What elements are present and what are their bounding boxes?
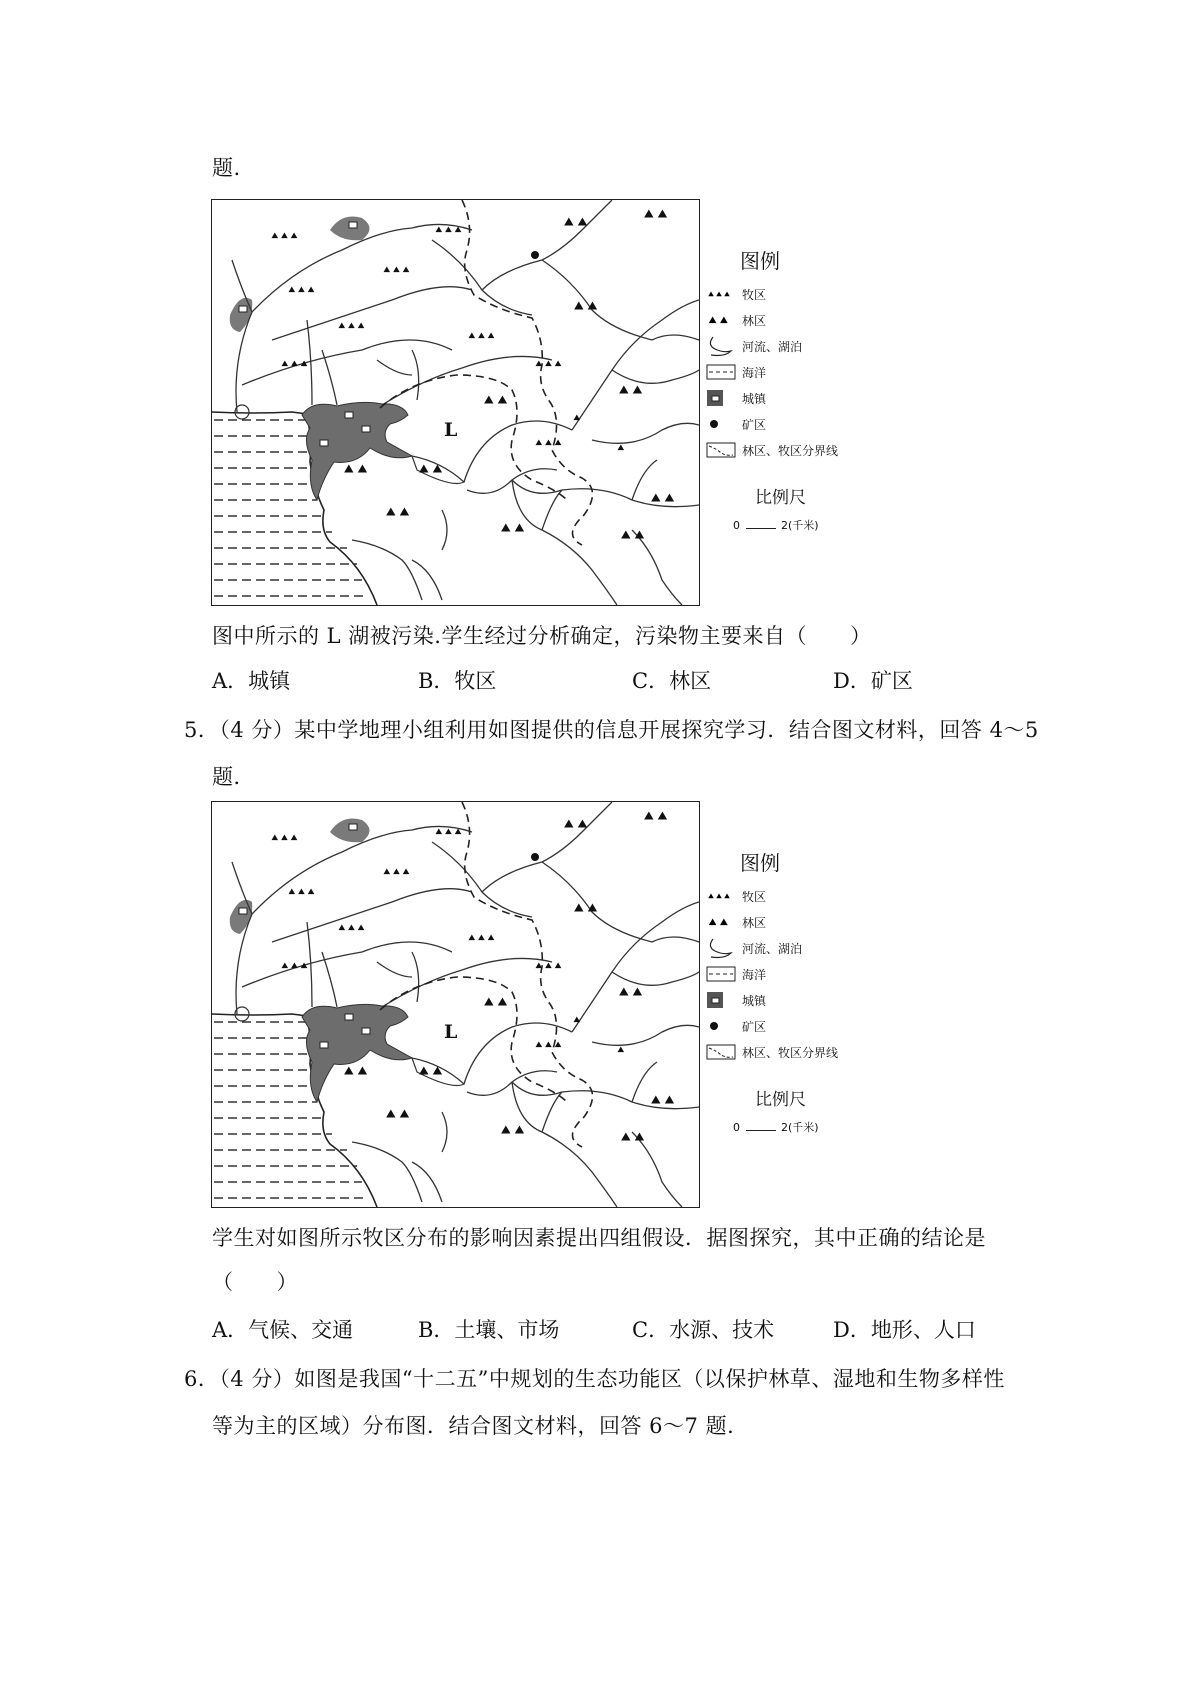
lake-label: L bbox=[444, 1021, 458, 1043]
q5-option-b[interactable]: B．土壤、市场 bbox=[418, 1318, 560, 1342]
q5-intro-line2: 题． bbox=[212, 765, 255, 789]
svg-text:⯅⯅: ⯅⯅ bbox=[617, 381, 645, 401]
q4-stem: 图中所示的 L 湖被污染.学生经过分析确定，污染物主要来自（ ） bbox=[212, 624, 872, 648]
svg-text:⯅⯅⯅: ⯅⯅⯅ bbox=[337, 319, 366, 333]
svg-text:⯅⯅⯅: ⯅⯅⯅ bbox=[382, 263, 411, 277]
map-drawing bbox=[212, 802, 699, 1207]
q4-option-d[interactable]: D．矿区 bbox=[833, 669, 913, 693]
svg-text:⯅⯅: ⯅⯅ bbox=[562, 815, 590, 835]
svg-text:⯅⯅: ⯅⯅ bbox=[562, 213, 590, 233]
town-icon bbox=[705, 989, 739, 1011]
svg-text:⯅⯅⯅: ⯅⯅⯅ bbox=[467, 931, 496, 945]
legend-row-forest bbox=[705, 911, 766, 933]
svg-text:⯅⯅: ⯅⯅ bbox=[417, 460, 445, 480]
svg-text:⯅⯅⯅: ⯅⯅⯅ bbox=[534, 959, 563, 973]
svg-text:⯅⯅⯅: ⯅⯅⯅ bbox=[707, 290, 731, 301]
town-icon bbox=[705, 387, 739, 409]
svg-text:⯅⯅⯅: ⯅⯅⯅ bbox=[434, 223, 463, 237]
svg-text:⯅⯅: ⯅⯅ bbox=[707, 313, 730, 329]
svg-text:⯅⯅⯅: ⯅⯅⯅ bbox=[280, 959, 309, 973]
legend-row-mine bbox=[705, 1015, 766, 1037]
svg-text:⯅⯅: ⯅⯅ bbox=[342, 1062, 370, 1082]
mine-icon bbox=[705, 413, 739, 435]
svg-text:⯅⯅⯅: ⯅⯅⯅ bbox=[287, 283, 316, 297]
legend-row-river bbox=[705, 335, 802, 357]
svg-text:⯅: ⯅ bbox=[616, 1043, 626, 1057]
forest-icon bbox=[705, 911, 739, 933]
svg-text:⯅⯅: ⯅⯅ bbox=[482, 391, 510, 411]
map-figure-1 bbox=[211, 199, 700, 606]
q4-option-b[interactable]: B．牧区 bbox=[418, 669, 497, 693]
legend-row-pasture bbox=[705, 283, 766, 305]
scale-line bbox=[746, 1130, 776, 1131]
svg-text:⯅⯅: ⯅⯅ bbox=[707, 915, 730, 931]
legend-row-ocean bbox=[705, 963, 766, 985]
svg-text:⯅⯅: ⯅⯅ bbox=[417, 1062, 445, 1082]
forest-icon bbox=[705, 309, 739, 331]
legend-row-town bbox=[705, 989, 766, 1011]
q5-intro-line1: 5．（4 分）某中学地理小组利用如图提供的信息开展探究学习．结合图文材料，回答 4～5 bbox=[184, 718, 1039, 742]
svg-text:⯅⯅: ⯅⯅ bbox=[499, 519, 527, 539]
svg-text:⯅⯅: ⯅⯅ bbox=[619, 526, 647, 546]
svg-text:⯅⯅: ⯅⯅ bbox=[642, 205, 670, 225]
svg-text:⯅⯅: ⯅⯅ bbox=[384, 503, 412, 523]
lake-label: L bbox=[444, 419, 458, 441]
svg-text:⯅⯅: ⯅⯅ bbox=[572, 899, 600, 919]
q5-stem-line1: 学生对如图所示牧区分布的影响因素提出四组假设．据图探究，其中正确的结论是 bbox=[212, 1226, 986, 1250]
svg-text:⯅⯅⯅: ⯅⯅⯅ bbox=[270, 831, 299, 845]
legend-row-boundary bbox=[705, 439, 838, 461]
svg-text:⯅: ⯅ bbox=[572, 1013, 582, 1027]
legend-label: 城镇 bbox=[742, 993, 767, 1008]
scale-line bbox=[746, 528, 776, 529]
svg-text:⯅⯅⯅: ⯅⯅⯅ bbox=[534, 357, 563, 371]
legend-row-town bbox=[705, 387, 766, 409]
q5-option-a[interactable]: A．气候、交通 bbox=[212, 1318, 354, 1342]
legend-row-ocean bbox=[705, 361, 766, 383]
svg-text:⯅⯅: ⯅⯅ bbox=[384, 1105, 412, 1125]
scale-value: 2(千米) bbox=[781, 1121, 819, 1134]
q4-option-a[interactable]: A．城镇 bbox=[212, 669, 291, 693]
scale-zero: 0 bbox=[733, 1121, 740, 1134]
svg-text:⯅⯅⯅: ⯅⯅⯅ bbox=[434, 825, 463, 839]
mine-icon bbox=[705, 1015, 739, 1037]
legend-label: 林区 bbox=[742, 915, 767, 930]
legend-label: 牧区 bbox=[742, 287, 767, 302]
pasture-icon bbox=[705, 885, 739, 907]
svg-text:⯅⯅: ⯅⯅ bbox=[572, 297, 600, 317]
map-drawing bbox=[212, 200, 699, 605]
legend-row-river bbox=[705, 937, 802, 959]
scale-title: 比例尺 bbox=[755, 1090, 806, 1110]
scale-bar bbox=[733, 1119, 819, 1135]
pasture-icon bbox=[705, 283, 739, 305]
river-lake-icon bbox=[705, 335, 739, 357]
legend-label: 林区、牧区分界线 bbox=[742, 1045, 839, 1060]
svg-text:⯅⯅: ⯅⯅ bbox=[619, 1128, 647, 1148]
svg-text:⯅⯅: ⯅⯅ bbox=[649, 1091, 677, 1111]
river-lake-icon bbox=[705, 937, 739, 959]
legend-row-pasture bbox=[705, 885, 766, 907]
svg-text:⯅⯅: ⯅⯅ bbox=[617, 983, 645, 1003]
legend-label: 海洋 bbox=[742, 365, 767, 380]
svg-text:⯅⯅⯅: ⯅⯅⯅ bbox=[287, 885, 316, 899]
legend-title: 图例 bbox=[740, 249, 780, 273]
legend-label: 城镇 bbox=[742, 391, 767, 406]
ocean-icon bbox=[705, 963, 739, 985]
boundary-line-icon bbox=[705, 1041, 739, 1063]
q4-option-c[interactable]: C．林区 bbox=[632, 669, 712, 693]
legend-label: 河流、湖泊 bbox=[742, 941, 803, 956]
svg-text:⯅⯅: ⯅⯅ bbox=[482, 993, 510, 1013]
legend-label: 矿区 bbox=[742, 417, 767, 432]
svg-text:⯅: ⯅ bbox=[616, 441, 626, 455]
boundary-line-icon bbox=[705, 439, 739, 461]
q5-stem-line2: （ ） bbox=[212, 1270, 298, 1294]
q5-option-c[interactable]: C．水源、技术 bbox=[632, 1318, 775, 1342]
legend-label: 海洋 bbox=[742, 967, 767, 982]
svg-text:⯅⯅⯅: ⯅⯅⯅ bbox=[467, 329, 496, 343]
scale-zero: 0 bbox=[733, 519, 740, 532]
map-figure-2 bbox=[211, 801, 700, 1208]
svg-text:⯅: ⯅ bbox=[572, 411, 582, 425]
q4-intro-tail: 题. bbox=[212, 156, 241, 180]
svg-text:⯅⯅: ⯅⯅ bbox=[642, 807, 670, 827]
legend-label: 林区、牧区分界线 bbox=[742, 443, 839, 458]
svg-text:⯅⯅⯅: ⯅⯅⯅ bbox=[337, 921, 366, 935]
legend-label: 矿区 bbox=[742, 1019, 767, 1034]
legend-label: 牧区 bbox=[742, 889, 767, 904]
legend-label: 河流、湖泊 bbox=[742, 339, 803, 354]
svg-text:⯅⯅: ⯅⯅ bbox=[342, 460, 370, 480]
svg-text:⯅⯅⯅: ⯅⯅⯅ bbox=[280, 357, 309, 371]
q6-intro-line1: 6．（4 分）如图是我国“十二五”中规划的生态功能区（以保护林草、湿地和生物多样性 bbox=[184, 1367, 1005, 1391]
svg-text:⯅⯅: ⯅⯅ bbox=[499, 1121, 527, 1141]
legend-row-forest bbox=[705, 309, 766, 331]
scale-title: 比例尺 bbox=[755, 488, 806, 508]
svg-text:⯅⯅⯅: ⯅⯅⯅ bbox=[534, 1038, 563, 1052]
svg-text:⯅⯅⯅: ⯅⯅⯅ bbox=[382, 865, 411, 879]
svg-text:⯅⯅⯅: ⯅⯅⯅ bbox=[534, 436, 563, 450]
q5-option-d[interactable]: D．地形、人口 bbox=[833, 1318, 976, 1342]
legend-label: 林区 bbox=[742, 313, 767, 328]
svg-text:⯅⯅⯅: ⯅⯅⯅ bbox=[707, 892, 731, 903]
svg-text:⯅⯅⯅: ⯅⯅⯅ bbox=[270, 229, 299, 243]
scale-bar bbox=[733, 517, 819, 533]
legend-title: 图例 bbox=[740, 851, 780, 875]
q6-intro-line2: 等为主的区域）分布图．结合图文材料，回答 6～7 题． bbox=[212, 1414, 749, 1438]
scale-value: 2(千米) bbox=[781, 519, 819, 532]
ocean-icon bbox=[705, 361, 739, 383]
legend-row-mine bbox=[705, 413, 766, 435]
legend-row-boundary bbox=[705, 1041, 838, 1063]
svg-text:⯅⯅: ⯅⯅ bbox=[649, 489, 677, 509]
